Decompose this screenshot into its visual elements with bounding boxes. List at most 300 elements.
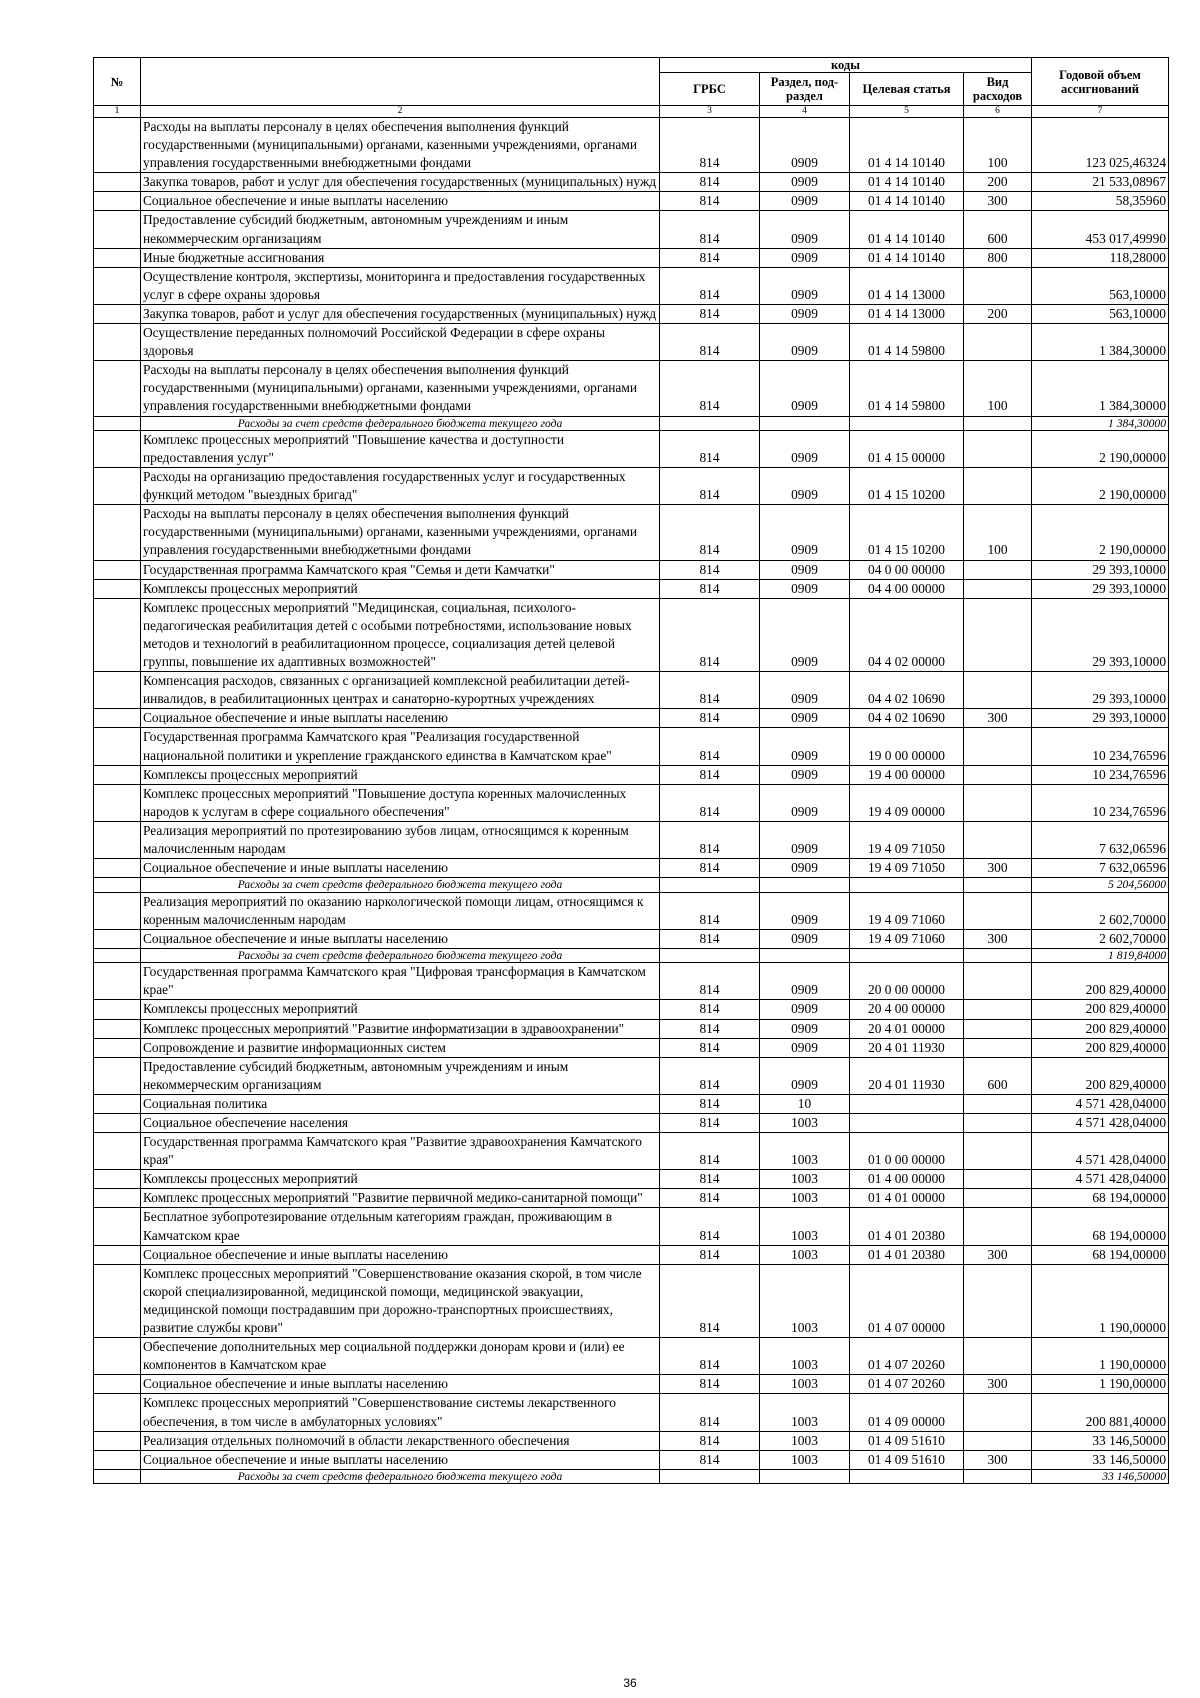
table-row — [94, 248, 1169, 267]
row-expense-type: 300 — [964, 192, 1032, 211]
row-target: 04 4 02 00000 — [850, 598, 964, 671]
table-row — [94, 1133, 1169, 1170]
row-target: 01 4 14 10140 — [850, 248, 964, 267]
row-target: 19 4 09 71050 — [850, 821, 964, 858]
row-expense-type: 200 — [964, 173, 1032, 192]
row-amount: 29 393,10000 — [1032, 598, 1169, 671]
table-row — [94, 1394, 1169, 1431]
row-section: 0909 — [760, 821, 850, 858]
table-row — [94, 784, 1169, 821]
row-section: 0909 — [760, 430, 850, 467]
row-grbs: 814 — [660, 1038, 760, 1057]
row-number — [94, 211, 141, 248]
row-section: 1003 — [760, 1394, 850, 1431]
row-grbs — [660, 948, 760, 962]
row-amount: 4 571 428,04000 — [1032, 1170, 1169, 1189]
table-row — [94, 672, 1169, 709]
row-section: 1003 — [760, 1245, 850, 1264]
row-section: 0909 — [760, 248, 850, 267]
row-expense-type — [964, 1431, 1032, 1450]
row-grbs: 814 — [660, 1375, 760, 1394]
row-expense-type: 300 — [964, 1375, 1032, 1394]
row-number — [94, 892, 141, 929]
row-number — [94, 821, 141, 858]
table-row — [94, 468, 1169, 505]
row-grbs — [660, 1469, 760, 1483]
row-target: 01 4 14 13000 — [850, 304, 964, 323]
row-number — [94, 1375, 141, 1394]
row-number — [94, 416, 141, 430]
row-name: Комплексы процессных мероприятий — [141, 579, 660, 598]
row-section: 1003 — [760, 1133, 850, 1170]
row-expense-type — [964, 560, 1032, 579]
row-amount: 200 829,40000 — [1032, 1000, 1169, 1019]
row-amount: 4 571 428,04000 — [1032, 1114, 1169, 1133]
row-expense-type — [964, 963, 1032, 1000]
column-number: 5 — [850, 106, 964, 118]
row-expense-type — [964, 1264, 1032, 1337]
row-target: 01 4 00 00000 — [850, 1170, 964, 1189]
row-section: 0909 — [760, 784, 850, 821]
row-name: Комплекс процессных мероприятий "Повышение качества и доступности предоставления услуг" — [141, 430, 660, 467]
table-row — [94, 1375, 1169, 1394]
row-amount: 7 632,06596 — [1032, 821, 1169, 858]
row-name: Расходы за счет средств федерального бюджета текущего года — [141, 878, 660, 892]
row-grbs — [660, 416, 760, 430]
row-grbs: 814 — [660, 560, 760, 579]
row-amount: 33 146,50000 — [1032, 1431, 1169, 1450]
row-expense-type — [964, 1114, 1032, 1133]
row-name: Государственная программа Камчатского края "Развитие здравоохранения Камчатского края" — [141, 1133, 660, 1170]
table-row — [94, 1189, 1169, 1208]
row-number — [94, 579, 141, 598]
row-amount: 200 881,40000 — [1032, 1394, 1169, 1431]
row-name: Компенсация расходов, связанных с организацией комплексной реабилитации детей-инвалидов, в реабилитационных центрах и санаторно-курортных учреждениях — [141, 672, 660, 709]
row-grbs: 814 — [660, 1450, 760, 1469]
row-section: 0909 — [760, 963, 850, 1000]
budget-table — [93, 57, 1169, 1484]
row-expense-type: 300 — [964, 1450, 1032, 1469]
row-target: 04 4 00 00000 — [850, 579, 964, 598]
row-name: Закупка товаров, работ и услуг для обеспечения государственных (муниципальных) нужд — [141, 173, 660, 192]
row-expense-type: 200 — [964, 304, 1032, 323]
header-grbs: ГРБС — [660, 73, 760, 106]
row-target: 04 0 00 00000 — [850, 560, 964, 579]
row-grbs: 814 — [660, 468, 760, 505]
header-codes: коды — [660, 58, 1032, 73]
row-grbs: 814 — [660, 765, 760, 784]
row-target: 20 4 01 11930 — [850, 1057, 964, 1094]
row-number — [94, 267, 141, 304]
row-section: 0909 — [760, 1057, 850, 1094]
row-number — [94, 1245, 141, 1264]
row-expense-type — [964, 1019, 1032, 1038]
row-name: Обеспечение дополнительных мер социальной поддержки донорам крови и (или) ее компонентов в Камчатском крае — [141, 1338, 660, 1375]
row-amount: 33 146,50000 — [1032, 1450, 1169, 1469]
row-name: Расходы за счет средств федерального бюджета текущего года — [141, 1469, 660, 1483]
row-target: 20 0 00 00000 — [850, 963, 964, 1000]
table-row — [94, 361, 1169, 416]
row-target — [850, 1114, 964, 1133]
row-number — [94, 1038, 141, 1057]
table-row — [94, 1245, 1169, 1264]
row-amount: 2 602,70000 — [1032, 929, 1169, 948]
row-grbs: 814 — [660, 267, 760, 304]
row-target: 01 4 14 59800 — [850, 324, 964, 361]
page-number: 36 — [623, 1676, 637, 1690]
table-row — [94, 821, 1169, 858]
row-name: Расходы на выплаты персоналу в целях обеспечения выполнения функций государственными (муниципальными) органами, казенными учреждениями, органами управления государственными внебюджетными фондами — [141, 118, 660, 173]
row-target: 01 4 14 10140 — [850, 118, 964, 173]
row-amount: 2 602,70000 — [1032, 892, 1169, 929]
row-target: 01 4 07 20260 — [850, 1375, 964, 1394]
row-amount: 10 234,76596 — [1032, 728, 1169, 765]
row-name: Социальное обеспечение и иные выплаты населению — [141, 192, 660, 211]
row-expense-type — [964, 324, 1032, 361]
row-name: Социальное обеспечение и иные выплаты населению — [141, 1450, 660, 1469]
row-amount: 563,10000 — [1032, 304, 1169, 323]
row-expense-type — [964, 598, 1032, 671]
row-number — [94, 468, 141, 505]
row-expense-type — [964, 579, 1032, 598]
row-target: 01 4 01 00000 — [850, 1189, 964, 1208]
row-amount: 200 829,40000 — [1032, 1019, 1169, 1038]
header-type: Вид расходов — [964, 73, 1032, 106]
row-number — [94, 765, 141, 784]
row-amount: 1 384,30000 — [1032, 416, 1169, 430]
row-grbs: 814 — [660, 211, 760, 248]
row-section: 0909 — [760, 560, 850, 579]
row-section: 0909 — [760, 267, 850, 304]
row-number — [94, 929, 141, 948]
row-target: 01 4 15 00000 — [850, 430, 964, 467]
row-amount: 33 146,50000 — [1032, 1469, 1169, 1483]
row-target: 01 4 07 00000 — [850, 1264, 964, 1337]
row-grbs: 814 — [660, 929, 760, 948]
federal-budget-row — [94, 948, 1169, 962]
row-amount: 200 829,40000 — [1032, 963, 1169, 1000]
row-name: Расходы за счет средств федерального бюджета текущего года — [141, 948, 660, 962]
row-target: 01 4 09 00000 — [850, 1394, 964, 1431]
row-name: Комплекс процессных мероприятий "Медицинская, социальная, психолого-педагогическая реабилитация детей с особыми потребностями, использование новых методов и технологий в реабилитационном процессе, социализация детей целевой группы, повышение их адаптивных возможностей" — [141, 598, 660, 671]
row-section: 0909 — [760, 929, 850, 948]
row-section — [760, 416, 850, 430]
row-target: 01 4 14 59800 — [850, 361, 964, 416]
row-number — [94, 1057, 141, 1094]
row-number — [94, 728, 141, 765]
row-name: Расходы на организацию предоставления государственных услуг и государственных функций методом "выездных бригад" — [141, 468, 660, 505]
row-amount: 4 571 428,04000 — [1032, 1094, 1169, 1113]
row-grbs: 814 — [660, 1000, 760, 1019]
row-target: 20 4 01 00000 — [850, 1019, 964, 1038]
row-section: 1003 — [760, 1208, 850, 1245]
row-number — [94, 1264, 141, 1337]
row-name: Осуществление контроля, экспертизы, мониторинга и предоставления государственных услуг в сфере охраны здоровья — [141, 267, 660, 304]
row-name: Реализация мероприятий по протезированию зубов лицам, относящимся к коренным малочисленным народам — [141, 821, 660, 858]
row-section: 0909 — [760, 361, 850, 416]
row-expense-type — [964, 892, 1032, 929]
column-number: 7 — [1032, 106, 1169, 118]
row-amount: 58,35960 — [1032, 192, 1169, 211]
table-row — [94, 324, 1169, 361]
row-name: Сопровождение и развитие информационных систем — [141, 1038, 660, 1057]
row-grbs: 814 — [660, 304, 760, 323]
row-name: Комплекс процессных мероприятий "Развитие информатизации в здравоохранении" — [141, 1019, 660, 1038]
row-section: 0909 — [760, 1019, 850, 1038]
row-section: 0909 — [760, 579, 850, 598]
row-target: 20 4 01 11930 — [850, 1038, 964, 1057]
table-row — [94, 1038, 1169, 1057]
table-row — [94, 505, 1169, 560]
row-section: 0909 — [760, 859, 850, 878]
row-number — [94, 672, 141, 709]
row-grbs: 814 — [660, 784, 760, 821]
table-row — [94, 1208, 1169, 1245]
row-expense-type — [964, 1133, 1032, 1170]
row-section: 1003 — [760, 1431, 850, 1450]
row-target: 04 4 02 10690 — [850, 672, 964, 709]
row-target — [850, 948, 964, 962]
row-number — [94, 505, 141, 560]
row-number — [94, 1469, 141, 1483]
table-row — [94, 709, 1169, 728]
row-name: Комплекс процессных мероприятий "Совершенствование оказания скорой, в том числе скорой специализированной, медицинской помощи, медицинской эвакуации, медицинской помощи пострадавшим при дорожно-транспортных происшествиях, развитие службы крови" — [141, 1264, 660, 1337]
row-amount: 5 204,56000 — [1032, 878, 1169, 892]
row-amount: 123 025,46324 — [1032, 118, 1169, 173]
row-number — [94, 1000, 141, 1019]
row-section: 1003 — [760, 1375, 850, 1394]
row-name: Государственная программа Камчатского края "Реализация государственной национальной политики и укрепление гражданского единства в Камчатском крае" — [141, 728, 660, 765]
row-target: 01 4 15 10200 — [850, 505, 964, 560]
table-row — [94, 1019, 1169, 1038]
row-grbs: 814 — [660, 1431, 760, 1450]
federal-budget-row — [94, 878, 1169, 892]
row-grbs: 814 — [660, 430, 760, 467]
row-grbs: 814 — [660, 821, 760, 858]
table-row — [94, 892, 1169, 929]
header-no: № — [94, 58, 141, 106]
table-row — [94, 267, 1169, 304]
row-expense-type — [964, 784, 1032, 821]
header-annual: Годовой объем ассигнований — [1032, 58, 1169, 106]
row-number — [94, 859, 141, 878]
row-expense-type — [964, 948, 1032, 962]
row-target: 01 4 07 20260 — [850, 1338, 964, 1375]
row-expense-type — [964, 1170, 1032, 1189]
row-name: Предоставление субсидий бюджетным, автономным учреждениям и иным некоммерческим организациям — [141, 211, 660, 248]
row-amount: 200 829,40000 — [1032, 1038, 1169, 1057]
row-section: 1003 — [760, 1170, 850, 1189]
row-number — [94, 1208, 141, 1245]
row-section: 0909 — [760, 304, 850, 323]
federal-budget-row — [94, 1469, 1169, 1483]
row-expense-type — [964, 1094, 1032, 1113]
row-grbs: 814 — [660, 579, 760, 598]
row-section: 0909 — [760, 728, 850, 765]
row-expense-type: 100 — [964, 118, 1032, 173]
row-expense-type — [964, 267, 1032, 304]
row-name: Социальное обеспечение населения — [141, 1114, 660, 1133]
row-grbs: 814 — [660, 1208, 760, 1245]
row-grbs: 814 — [660, 963, 760, 1000]
row-name: Осуществление переданных полномочий Российской Федерации в сфере охраны здоровья — [141, 324, 660, 361]
table-row — [94, 929, 1169, 948]
row-grbs: 814 — [660, 672, 760, 709]
row-section: 10 — [760, 1094, 850, 1113]
row-number — [94, 1189, 141, 1208]
row-grbs: 814 — [660, 892, 760, 929]
row-section: 0909 — [760, 672, 850, 709]
row-section: 1003 — [760, 1338, 850, 1375]
row-grbs: 814 — [660, 1189, 760, 1208]
row-expense-type — [964, 1189, 1032, 1208]
row-grbs: 814 — [660, 248, 760, 267]
table-body — [94, 118, 1169, 1484]
row-target: 19 4 00 00000 — [850, 765, 964, 784]
row-expense-type: 100 — [964, 505, 1032, 560]
row-expense-type — [964, 1469, 1032, 1483]
row-section: 0909 — [760, 173, 850, 192]
row-amount: 453 017,49990 — [1032, 211, 1169, 248]
row-target — [850, 878, 964, 892]
table-row — [94, 1094, 1169, 1113]
row-expense-type — [964, 878, 1032, 892]
row-section: 0909 — [760, 211, 850, 248]
row-number — [94, 1338, 141, 1375]
row-target: 01 4 01 20380 — [850, 1208, 964, 1245]
row-amount: 563,10000 — [1032, 267, 1169, 304]
table-row — [94, 118, 1169, 173]
table-row — [94, 728, 1169, 765]
row-grbs: 814 — [660, 859, 760, 878]
row-grbs: 814 — [660, 1114, 760, 1133]
row-name: Государственная программа Камчатского края "Семья и дети Камчатки" — [141, 560, 660, 579]
row-name: Предоставление субсидий бюджетным, автономным учреждениям и иным некоммерческим организациям — [141, 1057, 660, 1094]
row-number — [94, 324, 141, 361]
row-name: Социальное обеспечение и иные выплаты населению — [141, 859, 660, 878]
row-name: Социальное обеспечение и иные выплаты населению — [141, 1245, 660, 1264]
row-section: 0909 — [760, 1000, 850, 1019]
table-row — [94, 1170, 1169, 1189]
row-name: Иные бюджетные ассигнования — [141, 248, 660, 267]
row-amount: 4 571 428,04000 — [1032, 1133, 1169, 1170]
row-expense-type — [964, 1038, 1032, 1057]
row-expense-type: 300 — [964, 1245, 1032, 1264]
row-amount: 200 829,40000 — [1032, 1057, 1169, 1094]
table-row — [94, 560, 1169, 579]
row-name: Реализация отдельных полномочий в области лекарственного обеспечения — [141, 1431, 660, 1450]
row-grbs: 814 — [660, 1245, 760, 1264]
row-target: 01 0 00 00000 — [850, 1133, 964, 1170]
row-name: Социальное обеспечение и иные выплаты населению — [141, 1375, 660, 1394]
row-amount: 1 190,00000 — [1032, 1375, 1169, 1394]
row-grbs: 814 — [660, 1094, 760, 1113]
row-section — [760, 878, 850, 892]
row-grbs: 814 — [660, 709, 760, 728]
row-number — [94, 430, 141, 467]
table-row — [94, 1338, 1169, 1375]
row-number — [94, 1133, 141, 1170]
row-expense-type — [964, 468, 1032, 505]
row-number — [94, 1450, 141, 1469]
row-expense-type — [964, 728, 1032, 765]
row-number — [94, 1431, 141, 1450]
row-section: 0909 — [760, 192, 850, 211]
row-amount: 1 384,30000 — [1032, 361, 1169, 416]
row-number — [94, 598, 141, 671]
table-row — [94, 1431, 1169, 1450]
row-name: Комплекс процессных мероприятий "Совершенствование системы лекарственного обеспечения, в том числе в амбулаторных условиях" — [141, 1394, 660, 1431]
row-grbs: 814 — [660, 324, 760, 361]
federal-budget-row — [94, 416, 1169, 430]
row-grbs: 814 — [660, 728, 760, 765]
row-target: 01 4 09 51610 — [850, 1450, 964, 1469]
row-target: 19 4 09 71050 — [850, 859, 964, 878]
table-row — [94, 173, 1169, 192]
row-amount: 1 819,84000 — [1032, 948, 1169, 962]
row-section: 1003 — [760, 1189, 850, 1208]
row-grbs: 814 — [660, 1133, 760, 1170]
row-expense-type — [964, 430, 1032, 467]
row-grbs: 814 — [660, 1170, 760, 1189]
row-section: 0909 — [760, 598, 850, 671]
column-number: 1 — [94, 106, 141, 118]
row-target: 01 4 14 10140 — [850, 192, 964, 211]
row-amount: 29 393,10000 — [1032, 709, 1169, 728]
column-number: 6 — [964, 106, 1032, 118]
table-row — [94, 765, 1169, 784]
row-amount: 2 190,00000 — [1032, 430, 1169, 467]
row-amount: 68 194,00000 — [1032, 1208, 1169, 1245]
row-name: Комплексы процессных мероприятий — [141, 1000, 660, 1019]
row-section: 0909 — [760, 468, 850, 505]
row-number — [94, 1170, 141, 1189]
row-grbs: 814 — [660, 173, 760, 192]
header-section: Раздел, под-раздел — [760, 73, 850, 106]
row-amount: 1 384,30000 — [1032, 324, 1169, 361]
row-name: Расходы на выплаты персоналу в целях обеспечения выполнения функций государственными (муниципальными) органами, казенными учреждениями, органами управления государственными внебюджетными фондами — [141, 505, 660, 560]
row-number — [94, 709, 141, 728]
row-grbs: 814 — [660, 1394, 760, 1431]
row-grbs: 814 — [660, 192, 760, 211]
row-section: 0909 — [760, 709, 850, 728]
row-amount: 10 234,76596 — [1032, 784, 1169, 821]
row-name: Комплекс процессных мероприятий "Развитие первичной медико-санитарной помощи" — [141, 1189, 660, 1208]
row-amount: 29 393,10000 — [1032, 672, 1169, 709]
row-target: 01 4 14 10140 — [850, 211, 964, 248]
row-amount: 1 190,00000 — [1032, 1338, 1169, 1375]
row-target: 04 4 02 10690 — [850, 709, 964, 728]
row-section: 0909 — [760, 505, 850, 560]
row-amount: 2 190,00000 — [1032, 505, 1169, 560]
row-name: Расходы за счет средств федерального бюджета текущего года — [141, 416, 660, 430]
row-amount: 29 393,10000 — [1032, 560, 1169, 579]
row-target — [850, 1094, 964, 1113]
row-number — [94, 560, 141, 579]
row-expense-type — [964, 1208, 1032, 1245]
row-name: Расходы на выплаты персоналу в целях обеспечения выполнения функций государственными (муниципальными) органами, казенными учреждениями, органами управления государственными внебюджетными фондами — [141, 361, 660, 416]
row-expense-type: 600 — [964, 211, 1032, 248]
row-amount: 2 190,00000 — [1032, 468, 1169, 505]
row-number — [94, 118, 141, 173]
row-name: Государственная программа Камчатского края "Цифровая трансформация в Камчатском крае" — [141, 963, 660, 1000]
row-number — [94, 1114, 141, 1133]
row-expense-type — [964, 1394, 1032, 1431]
column-number: 2 — [141, 106, 660, 118]
header-name — [141, 58, 660, 106]
row-section: 0909 — [760, 1038, 850, 1057]
row-number — [94, 784, 141, 821]
